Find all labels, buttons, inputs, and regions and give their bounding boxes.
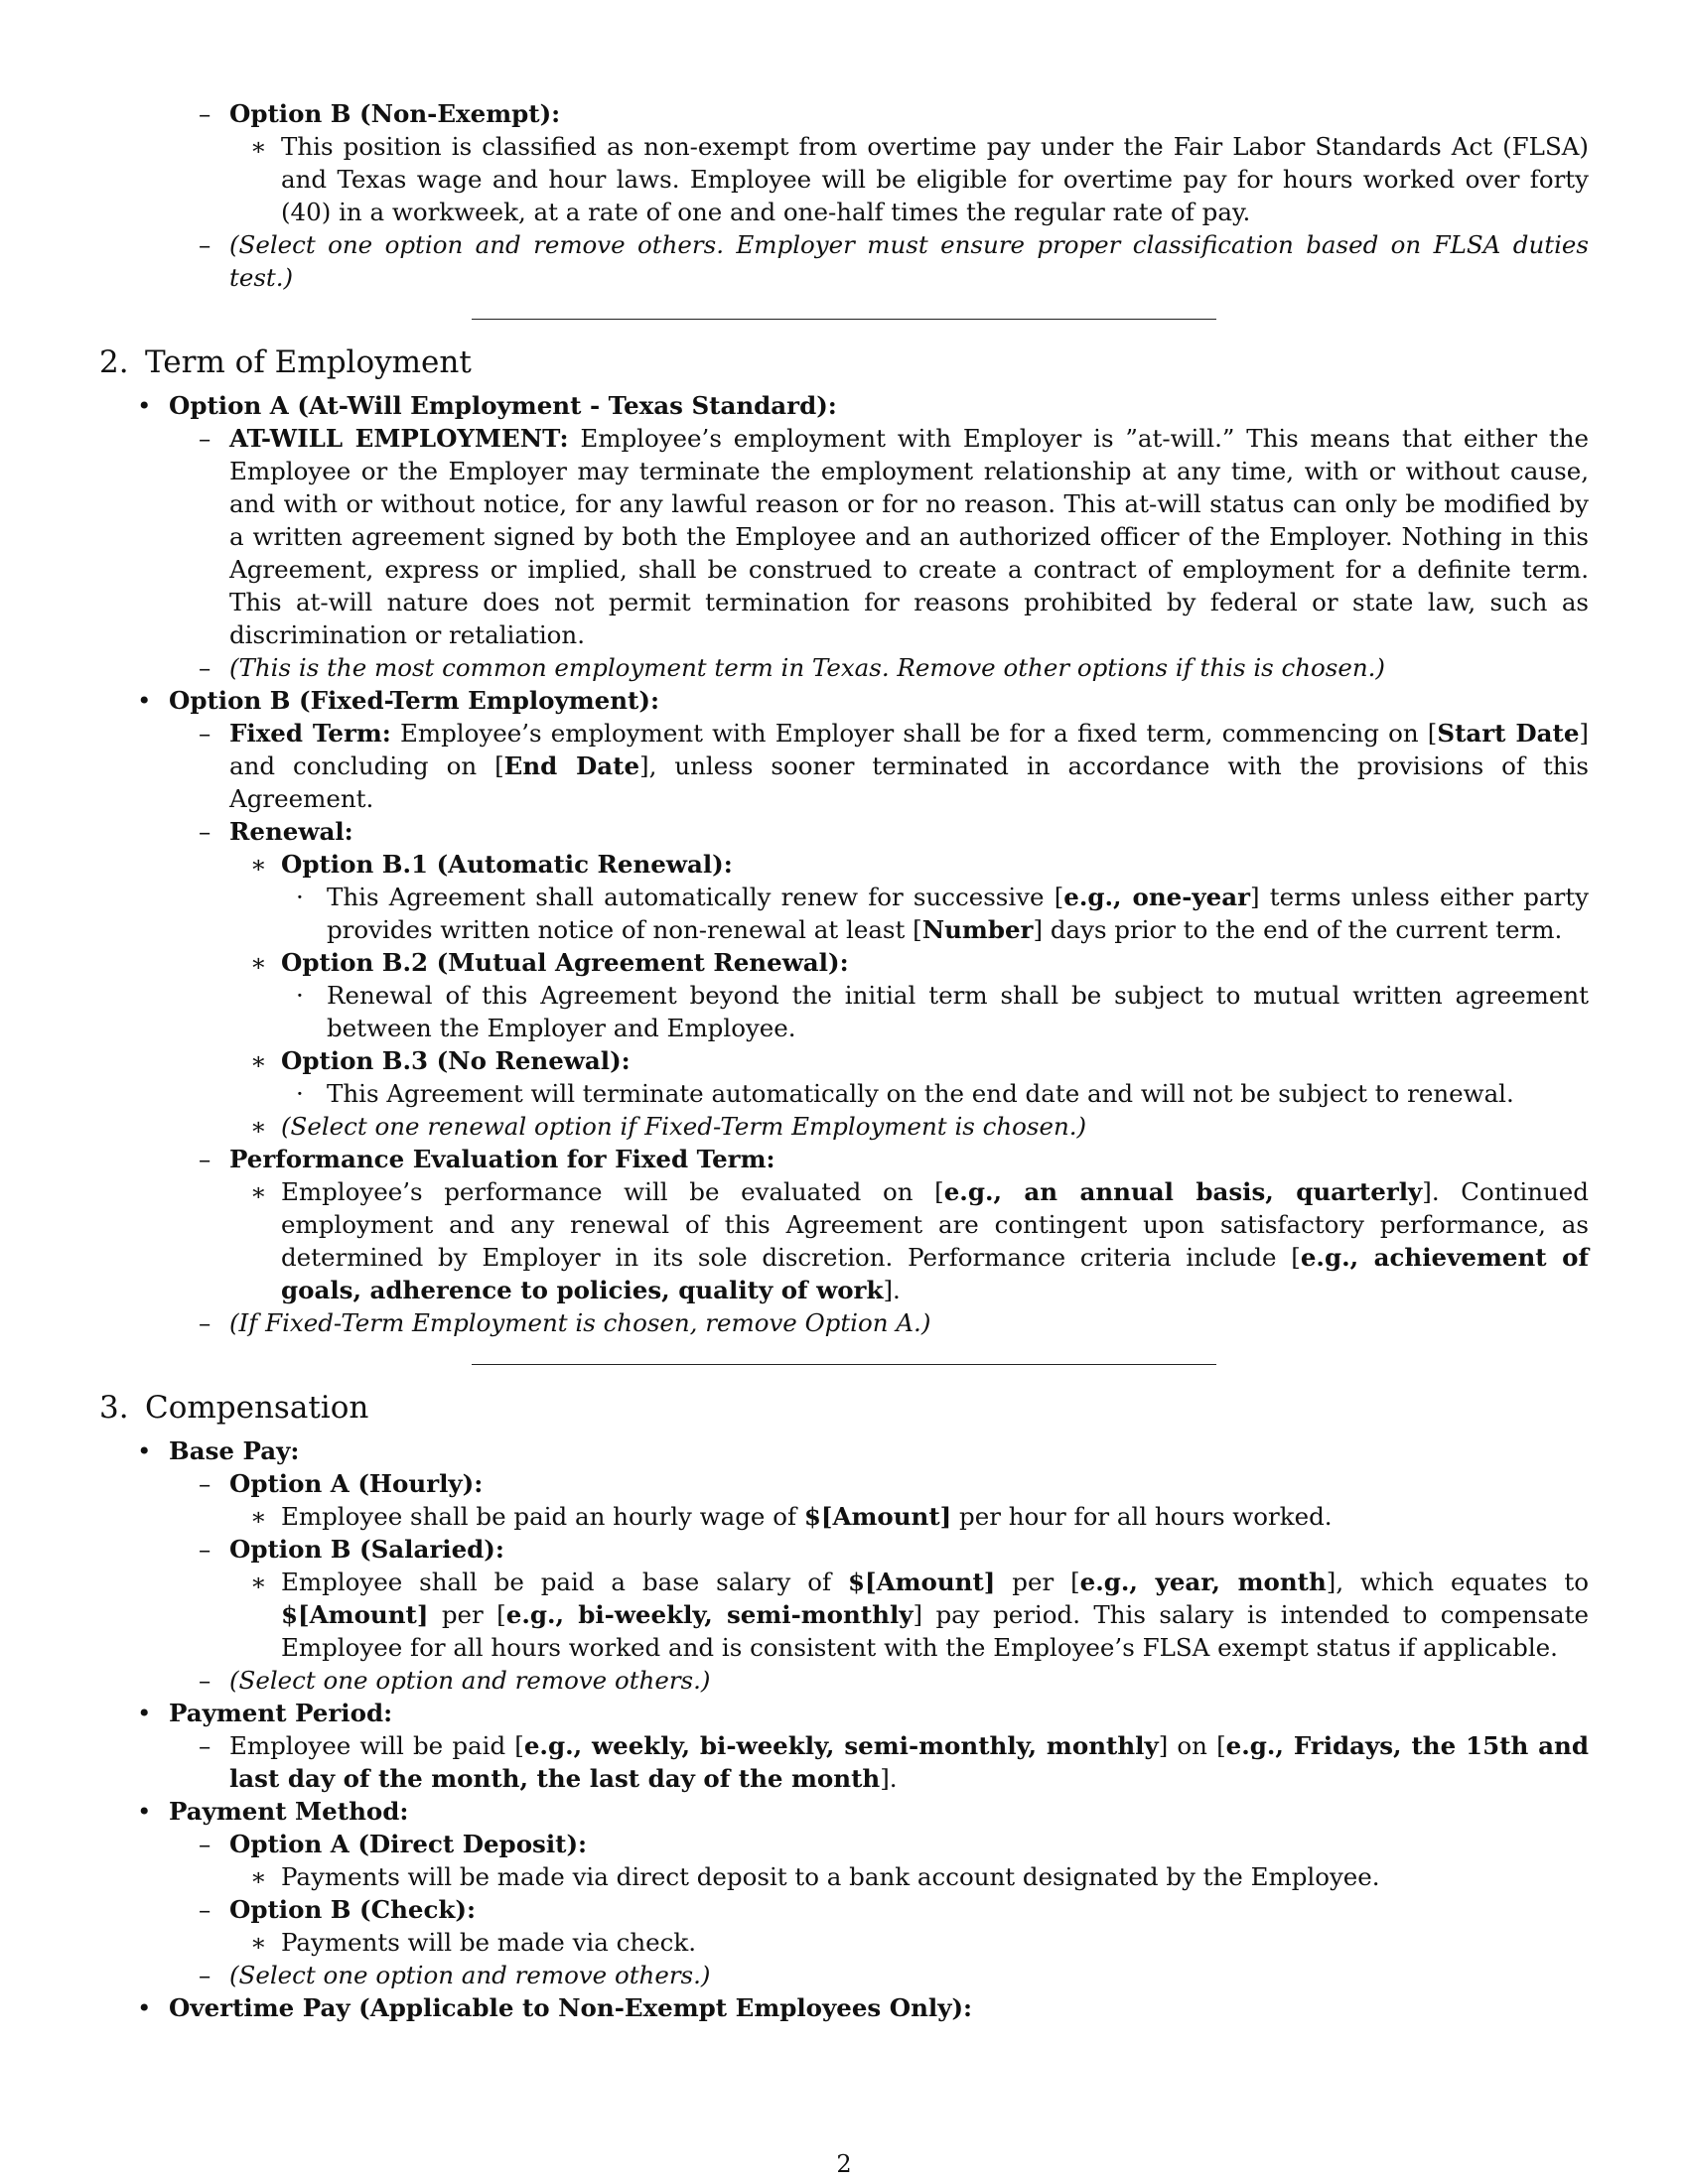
option-label: Option B.3 (No Renewal): xyxy=(281,1046,631,1075)
list-item xyxy=(99,1110,1589,1143)
instruction-note: (Select one option and remove others.) xyxy=(229,1961,711,1989)
placeholder-field: e.g., an annual basis, quarterly xyxy=(943,1177,1423,1206)
list-item xyxy=(99,848,1589,881)
list-item: · This Agreement shall automatically renew for successive [e.g., one-year] terms unless either party provides written notice of non-renewal at least [Number] days prior to the end of the current term. xyxy=(296,883,1589,944)
list-item xyxy=(99,1991,1589,2024)
clause-text: Payments will be made via direct deposit to a bank account designated by the Employee. xyxy=(281,1862,1380,1891)
list-item xyxy=(99,1697,1589,1729)
star-marker: ∗ xyxy=(250,1112,267,1141)
dot-marker: · xyxy=(296,883,304,911)
clause-label: Payment Method: xyxy=(169,1797,409,1826)
placeholder-field: e.g., achievement of goals, adherence to policies, quality of work xyxy=(281,1243,1589,1304)
option-label: Option B.2 (Mutual Agreement Renewal): xyxy=(281,948,849,977)
bullet-marker: • xyxy=(137,686,152,715)
star-marker: ∗ xyxy=(250,1568,267,1596)
option-label: Option A (Direct Deposit): xyxy=(229,1830,588,1858)
section-heading-compensation: 3. Compensation xyxy=(99,1390,369,1426)
list-item xyxy=(99,815,1589,848)
list-item xyxy=(99,422,1589,651)
list-item xyxy=(99,1467,1589,1500)
dash-marker: – xyxy=(199,817,211,846)
list-item xyxy=(99,228,1589,294)
option-label: Option B.1 (Automatic Renewal): xyxy=(281,850,733,879)
star-marker: ∗ xyxy=(250,1177,267,1206)
list-item xyxy=(99,1077,1589,1110)
clause-text: This Agreement will terminate automatically on the end date and will not be subject to renewal. xyxy=(327,1079,1514,1108)
list-item xyxy=(99,1828,1589,1860)
star-marker: ∗ xyxy=(250,948,267,977)
dot-marker: · xyxy=(296,981,304,1010)
clause-label: Performance Evaluation for Fixed Term: xyxy=(229,1145,775,1173)
dash-marker: – xyxy=(199,1666,211,1695)
clause-text: This position is classified as non-exempt from overtime pay under the Fair Labor Standards Act (FLSA) and Texas wage and hour laws. Employee will be eligible for overtime pay for hours worked over forty (40) in a workweek, at a rate of one and one-half times the regular rate of pay. xyxy=(281,132,1589,226)
document-page xyxy=(99,99,1589,2024)
clause-label: AT-WILL EMPLOYMENT: xyxy=(229,424,569,453)
placeholder-field: Number xyxy=(921,915,1034,944)
clause-text: Renewal of this Agreement beyond the initial term shall be subject to mutual written agreement between the Employer and Employee. xyxy=(327,981,1589,1042)
dash-marker: – xyxy=(199,1895,211,1924)
clause-label: Overtime Pay (Applicable to Non-Exempt Employees Only): xyxy=(169,1993,973,2022)
list-item: – Employee will be paid [e.g., weekly, bi-weekly, semi-monthly, monthly] on [e.g., Fridays, the 15th and last day of the month, the last day of the month]. xyxy=(199,1731,1589,1793)
clause-label: Renewal: xyxy=(229,817,353,846)
dot-marker: · xyxy=(296,1079,304,1108)
dash-marker: – xyxy=(199,99,211,128)
dash-marker: – xyxy=(199,719,211,748)
list-item xyxy=(99,1044,1589,1077)
placeholder-field: Start Date xyxy=(1437,719,1580,748)
dash-marker: – xyxy=(199,1731,211,1760)
dash-marker: – xyxy=(199,653,211,682)
list-item xyxy=(99,979,1589,1044)
placeholder-field: e.g., weekly, bi-weekly, semi-monthly, monthly xyxy=(523,1731,1159,1760)
option-label: Option A (Hourly): xyxy=(229,1469,484,1498)
instruction-note: (Select one option and remove others.) xyxy=(229,1666,711,1695)
dash-marker: – xyxy=(199,1308,211,1337)
dash-marker: – xyxy=(199,1961,211,1989)
list-item xyxy=(99,1926,1589,1959)
instruction-note: (Select one renewal option if Fixed-Term Employment is chosen.) xyxy=(281,1112,1087,1141)
star-marker: ∗ xyxy=(250,132,267,161)
placeholder-field: e.g., Fridays, the 15th and last day of the month, the last day of the month xyxy=(229,1731,1589,1793)
dash-marker: – xyxy=(199,1535,211,1564)
placeholder-field: $[Amount] xyxy=(281,1600,429,1629)
list-item xyxy=(99,1533,1589,1566)
clause-text: Employee’s employment with Employer is ”at-will.” This means that either the Employee or the Employer may terminate the employment relationship at any time, with or without cause, and with or without notice, for any lawful reason or for no reason. This at-will status can only be modified by a written agreement signed by both the Employee and an authorized officer of the Employer. Nothing in this Agreement, express or implied, shall be construed to create a contract of employment for a definite term. This at-will nature does not permit termination for reasons prohibited by federal or state law, such as discrimination or retaliation. xyxy=(229,424,1590,649)
bullet-marker: • xyxy=(137,1993,152,2022)
placeholder-field: $[Amount] xyxy=(803,1502,952,1531)
list-item: ∗ Employee shall be paid an hourly wage of $[Amount] per hour for all hours worked. xyxy=(250,1502,1333,1531)
list-item xyxy=(99,1893,1589,1926)
section-heading-term: 2. Term of Employment xyxy=(99,344,472,380)
clause-label: Fixed Term: xyxy=(229,719,391,748)
dash-marker: – xyxy=(199,424,211,453)
page-number: 2 xyxy=(836,2150,852,2178)
dash-marker: – xyxy=(199,1145,211,1173)
list-item xyxy=(99,1143,1589,1175)
list-item xyxy=(99,1959,1589,1991)
list-item xyxy=(99,1860,1589,1893)
option-label: Option B (Check): xyxy=(229,1895,477,1924)
list-item xyxy=(99,97,1589,130)
section-divider xyxy=(472,319,1216,320)
list-item xyxy=(99,651,1589,684)
list-item xyxy=(99,1434,1589,1467)
list-item xyxy=(99,389,1589,422)
star-marker: ∗ xyxy=(250,1928,267,1957)
placeholder-field: e.g., one-year xyxy=(1063,883,1251,911)
instruction-note: (This is the most common employment term in Texas. Remove other options if this is chosen.) xyxy=(229,653,1385,682)
section-divider xyxy=(472,1364,1216,1365)
star-marker: ∗ xyxy=(250,1862,267,1891)
clause-text: Payments will be made via check. xyxy=(281,1928,697,1957)
list-item: ∗ Employee’s performance will be evaluated on [e.g., an annual basis, quarterly]. Continued employment and any renewal of this Agreement are contingent upon satisfactory performance, as determined by Employer in its sole discretion. Performance criteria include [e.g., achievement of goals, adherence to policies, quality of work]. xyxy=(250,1177,1589,1304)
placeholder-field: $[Amount] xyxy=(847,1568,996,1596)
star-marker: ∗ xyxy=(250,1046,267,1075)
clause-label: Base Pay: xyxy=(169,1436,300,1465)
star-marker: ∗ xyxy=(250,1502,267,1531)
star-marker: ∗ xyxy=(250,850,267,879)
placeholder-field: End Date xyxy=(503,751,640,780)
instruction-note: (If Fixed-Term Employment is chosen, remove Option A.) xyxy=(229,1308,931,1337)
placeholder-field: e.g., bi-weekly, semi-monthly xyxy=(505,1600,914,1629)
option-label: Option B (Fixed-Term Employment): xyxy=(169,686,660,715)
instruction-note: (Select one option and remove others. Employer must ensure proper classification based on FLSA duties test.) xyxy=(229,230,1589,292)
option-label: Option B (Non-Exempt): xyxy=(229,99,561,128)
placeholder-field: e.g., year, month xyxy=(1079,1568,1327,1596)
list-item: – Fixed Term: Employee’s employment with Employer shall be for a fixed term, commencing on [Start Date] and concluding on [End Date], unless sooner terminated in accordance with the provisions of this Agreement. xyxy=(199,719,1589,813)
dash-marker: – xyxy=(199,230,211,259)
option-label: Option B (Salaried): xyxy=(229,1535,504,1564)
dash-marker: – xyxy=(199,1830,211,1858)
list-item xyxy=(99,130,1589,228)
list-item xyxy=(99,1306,1589,1339)
clause-label: Payment Period: xyxy=(169,1699,393,1727)
bullet-marker: • xyxy=(137,1797,152,1826)
option-label: Option A (At-Will Employment - Texas Standard): xyxy=(169,391,837,420)
bullet-marker: • xyxy=(137,1699,152,1727)
list-item xyxy=(99,1664,1589,1697)
list-item xyxy=(99,684,1589,717)
bullet-marker: • xyxy=(137,391,152,420)
list-item xyxy=(99,946,1589,979)
dash-marker: – xyxy=(199,1469,211,1498)
list-item xyxy=(99,1795,1589,1828)
bullet-marker: • xyxy=(137,1436,152,1465)
list-item: ∗ Employee shall be paid a base salary of $[Amount] per [e.g., year, month], which equates to $[Amount] per [e.g., bi-weekly, semi-monthly] pay period. This salary is intended to compensate Employee for all hours worked and is consistent with the Employee’s FLSA exempt status if applicable. xyxy=(250,1568,1589,1662)
